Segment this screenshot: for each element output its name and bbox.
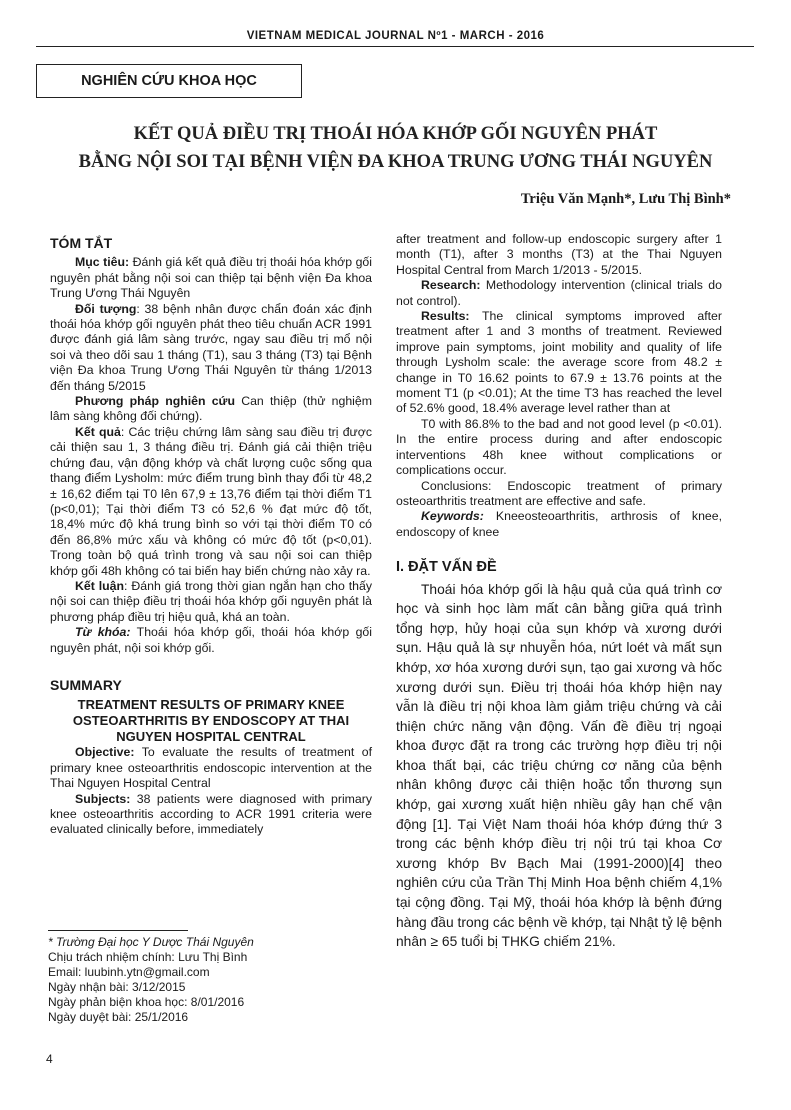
abstract-vi-subjects — [50, 302, 372, 394]
summary-heading: SUMMARY — [50, 676, 122, 693]
journal-header: VIETNAM MEDICAL JOURNAL Nº1 - MARCH - 2016 — [246, 30, 545, 42]
objective-label: Mục tiêu: — [75, 255, 130, 270]
summary-subjects-continued: after treatment and follow-up endoscopic surgery after 1 month (T1), after 3 months (T3) at the Thai Nguyen Hospital Central from March 1/2013 - 5/2015. — [396, 232, 722, 277]
subjects-text: : 38 bệnh nhân được chẩn đoán xác định thoái hóa khớp gối nguyên phát theo tiêu chuẩn ACR 1991 được đánh giá lâm sàng trước, ngay sau điều trị mổ nội soi và theo dõi sau 1 tháng (T1), sau 3 tháng (T3) tại Bệnh viện Đa khoa Trung Ương Thái Nguyên từ tháng 1/2013 đến tháng 5/2015 — [50, 301, 372, 393]
introduction-heading: I. ĐẶT VẤN ĐỀ — [396, 559, 497, 576]
summary-subjects-label: Subjects: — [75, 791, 131, 806]
summary-results-text: The clinical symptoms improved after treatment after 1 and 3 months of treatment. Reviewed improve pain symptoms, joint mobility and quality of life through Lysholm scale: the average score from 48.2 ± change in T0 16.62 points to 67.9 ± 13.76 points at the moment T1 (p <0.01); At the time T3 has reached the level of 52.6% good, 18.4% average level rather than at — [396, 309, 722, 416]
results-text: : Các triệu chứng lâm sàng sau điều trị được cải thiện sau 1, 3 tháng điều trị. Đánh giá cải thiện triệu chứng đau, vận động khớp và chất lượng cuộc sống qua thang điểm Lysholm: mức điểm trung bình thay đổi từ 48,2 ± 16,62 điểm tại T0 lên 67,9 ± 13,76 điểm tại thời điểm T1 (p<0,01); Tại thời điểm T3 có 52,6 % đạt mức độ tốt, 18,4% mức độ khá trung bình so với tại thời điểm T0 có đến 86,8% mức xấu và không có mức độ tốt (p<0,01). Trong toàn bộ quá trình trong và sau nội soi can thiệp khớp gối 48h không có tai biến hay biến chứng nào xảy ra. — [50, 424, 372, 578]
right-column — [396, 232, 722, 952]
summary-subjects-text: 38 patients were diagnosed with primary knee osteoarthritis according to ACR 1991 criteria were evaluated clinically before, immediately — [50, 791, 372, 837]
abstract-vi-keywords — [50, 625, 372, 656]
summary-subjects — [50, 792, 372, 838]
authors: Triệu Văn Mạnh*, Lưu Thị Bình* — [520, 191, 731, 207]
footnote-received: Ngày nhận bài: 3/12/2015 — [48, 980, 186, 994]
footnote-approved: Ngày duyệt bài: 25/1/2016 — [48, 1010, 189, 1024]
summary-results-continued: T0 with 86.8% to the bad and not good level (p <0.01). In the entire process during and after endoscopic interventions 48h knee without complications or complications occur. — [396, 416, 722, 478]
title-line-1: KẾT QUẢ ĐIỀU TRỊ THOÁI HÓA KHỚP GỐI NGUYÊN PHÁT — [133, 124, 658, 144]
article-title — [40, 120, 751, 176]
summary-research — [396, 278, 722, 309]
header-rule — [36, 46, 754, 47]
abstract-vi-results — [50, 425, 372, 579]
summary-results-label: Results: — [421, 309, 470, 324]
footnote-rule — [48, 930, 188, 931]
left-column — [50, 232, 372, 838]
summary-research-text: Methodology intervention (clinical trials do not control). — [396, 278, 722, 308]
summary-title: TREATMENT RESULTS OF PRIMARY KNEE OSTEOARTHRITIS BY ENDOSCOPY AT THAI NGUYEN HOSPITAL CENTRAL — [72, 697, 350, 745]
method-label: Phương pháp nghiên cứu — [75, 394, 235, 409]
section-label: NGHIÊN CỨU KHOA HỌC — [36, 64, 302, 98]
summary-objective-label: Objective: — [75, 745, 135, 760]
footnote-reviewed: Ngày phản biện khoa học: 8/01/2016 — [48, 995, 245, 1009]
method-text: Can thiệp (thử nghiệm lâm sàng không đối chứng). — [50, 394, 373, 424]
abstract-vi-method — [50, 394, 372, 425]
footnote-email: Email: luubinh.ytn@gmail.com — [48, 965, 210, 979]
conclusion-label: Kết luận — [75, 578, 125, 593]
page-number: 4 — [46, 1052, 53, 1066]
keywords-label: Từ khóa: — [75, 625, 131, 640]
summary-research-label: Research: — [421, 278, 481, 293]
objective-text: Đánh giá kết quả điều trị thoái hóa khớp gối nguyên phát bằng nội soi can thiệp tại bệnh viện Đa khoa Trung Ương Thái Nguyên — [50, 255, 372, 301]
footnote-affiliation: * Trường Đại học Y Dược Thái Nguyên — [48, 935, 254, 949]
conclusion-text: : Đánh giá trong thời gian ngắn hạn cho thấy nội soi can thiệp điều trị thoái hóa khớp gối nguyên phát là phương pháp điều trị hiệu quả, khá an toàn. — [50, 578, 372, 624]
summary-keywords-text: Kneeosteoarthritis, arthrosis of knee, endoscopy of knee — [396, 509, 722, 539]
footnotes — [48, 930, 368, 1025]
abstract-vi-heading: TÓM TẮT — [50, 235, 113, 251]
footnote-responsible: Chịu trách nhiệm chính: Lưu Thị Bình — [48, 950, 248, 964]
summary-conclusions: Conclusions: Endoscopic treatment of primary osteoarthritis treatment are effective and safe. — [396, 478, 722, 508]
summary-keywords — [396, 509, 722, 540]
abstract-vi-objective — [50, 255, 372, 301]
summary-keywords-label: Keywords: — [421, 509, 484, 524]
title-line-2: BẰNG NỘI SOI TẠI BỆNH VIỆN ĐA KHOA TRUNG ƯƠNG THÁI NGUYÊN — [78, 152, 713, 172]
abstract-vi-conclusion — [50, 579, 372, 625]
summary-objective — [50, 745, 372, 791]
results-label: Kết quả — [75, 424, 121, 439]
keywords-text: Thoái hóa khớp gối, thoái hóa khớp gối nguyên phát, nội soi khớp gối. — [50, 625, 372, 655]
summary-objective-text: To evaluate the results of treatment of primary knee osteoarthritis endoscopic intervention at the Thai Nguyen Hospital Central — [50, 745, 372, 791]
summary-results — [396, 309, 722, 417]
subjects-label: Đối tượng — [75, 301, 137, 316]
introduction-text: Thoái hóa khớp gối là hậu quả của quá trình cơ học và sinh học làm mất cân bằng giữa quá trình tổng hợp, hủy hoại của sụn khớp và xương dưới sụn. Hậu quả là sự nhuyễn hóa, nứt loét và mất sụn khớp, xơ hóa xương dưới sụn, tạo gai xương và hốc xương dưới sụn. Điều trị thoái hóa khớp hiện nay vẫn là điều trị nội khoa làm giảm triệu chứng và cải thiện chức năng vận động. Vấn đề điều trị ngoại khoa được đặt ra trong các trường hợp điều trị nội khoa thất bại, các triệu chứng cơ năng của bệnh nhân không được cải thiện hoặc tổn thương sụn khớp, gai xương xuất hiện nhiều gây hạn chế vận động [1]. Tại Việt Nam thoái hóa khớp đứng thứ 3 trong các bệnh khớp điều trị nội trú tại khoa Cơ xương khớp Bv Bạch Mai (1991-2000)[4] theo nghiên cứu của Trần Thị Minh Hoa bệnh chiếm 4,1% tại cộng đồng. Tại Mỹ, thoái hóa khớp là bệnh đứng hàng đầu trong các bệnh về khớp, tại Nhật tỷ lệ bệnh nhân ≥ 65 tuổi bị THKG chiếm 21%. — [396, 581, 722, 950]
